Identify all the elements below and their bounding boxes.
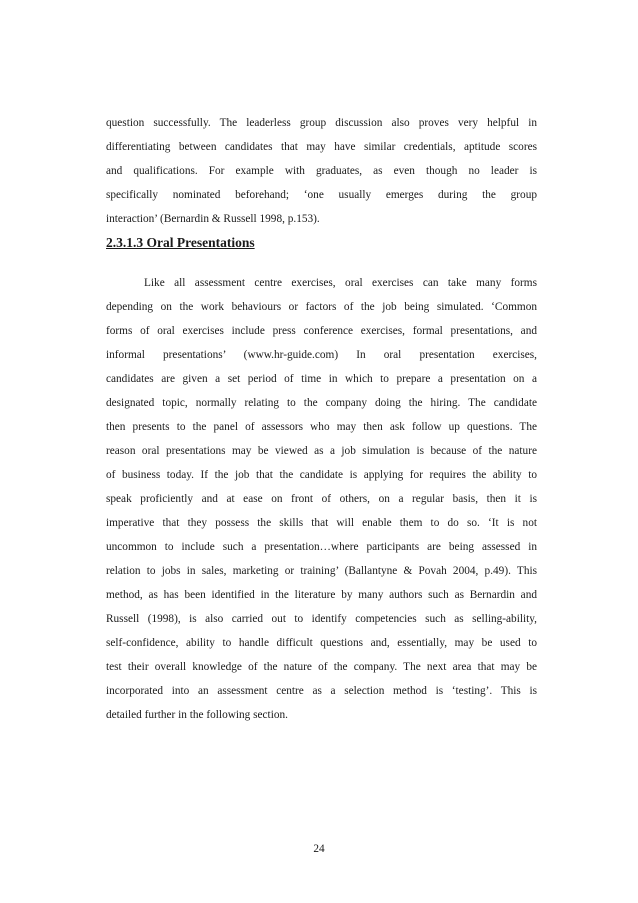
text-line: speak proficiently and at ease on front of others, on a regular basis, then it is [106, 493, 537, 505]
text-line: relation to jobs in sales, marketing or training’ (Ballantyne & Povah 2004, p.49). This [106, 565, 537, 577]
text-line: test their overall knowledge of the nature of the company. The next area that may be [106, 661, 537, 673]
text-line: informal presentations’ (www.hr-guide.com) In oral presentation exercises, [106, 349, 537, 361]
text-line: incorporated into an assessment centre as a selection method is ‘testing’. This is [106, 685, 537, 697]
text-line: reason oral presentations may be viewed as a job simulation is because of the nature [106, 445, 537, 457]
text-line: imperative that they possess the skills that will enable them to do so. ‘It is not [106, 517, 537, 529]
text-line: self-confidence, ability to handle difficult questions and, essentially, may be used to [106, 637, 537, 649]
text-line: question successfully. The leaderless group discussion also proves very helpful in [106, 117, 537, 129]
text-line: detailed further in the following section. [106, 709, 288, 721]
section-heading: 2.3.1.3 Oral Presentations [106, 235, 255, 250]
text-line: designated topic, normally relating to the company doing the hiring. The candidate [106, 397, 537, 409]
text-line: and qualifications. For example with graduates, as even though no leader is [106, 165, 537, 177]
text-line: method, as has been identified in the literature by many authors such as Bernardin and [106, 589, 537, 601]
text-line: then presents to the panel of assessors who may then ask follow up questions. The [106, 421, 537, 433]
text-line: Russell (1998), is also carried out to identify competencies such as selling-ability, [106, 613, 537, 625]
text-line: forms of oral exercises include press conference exercises, formal presentations, and [106, 325, 537, 337]
text-line: specifically nominated beforehand; ‘one usually emerges during the group [106, 189, 537, 201]
text-line: of business today. If the job that the candidate is applying for requires the ability to [106, 469, 537, 481]
text-line: interaction’ (Bernardin & Russell 1998, p.153). [106, 213, 320, 225]
text-line: Like all assessment centre exercises, oral exercises can take many forms [144, 277, 537, 289]
text-line: depending on the work behaviours or factors of the job being simulated. ‘Common [106, 301, 537, 313]
page-number: 24 [313, 843, 325, 855]
text-line: uncommon to include such a presentation…where participants are being assessed in [106, 541, 537, 553]
text-line: candidates are given a set period of time in which to prepare a presentation on a [106, 373, 537, 385]
text-line: differentiating between candidates that may have similar credentials, aptitude scores [106, 141, 537, 153]
